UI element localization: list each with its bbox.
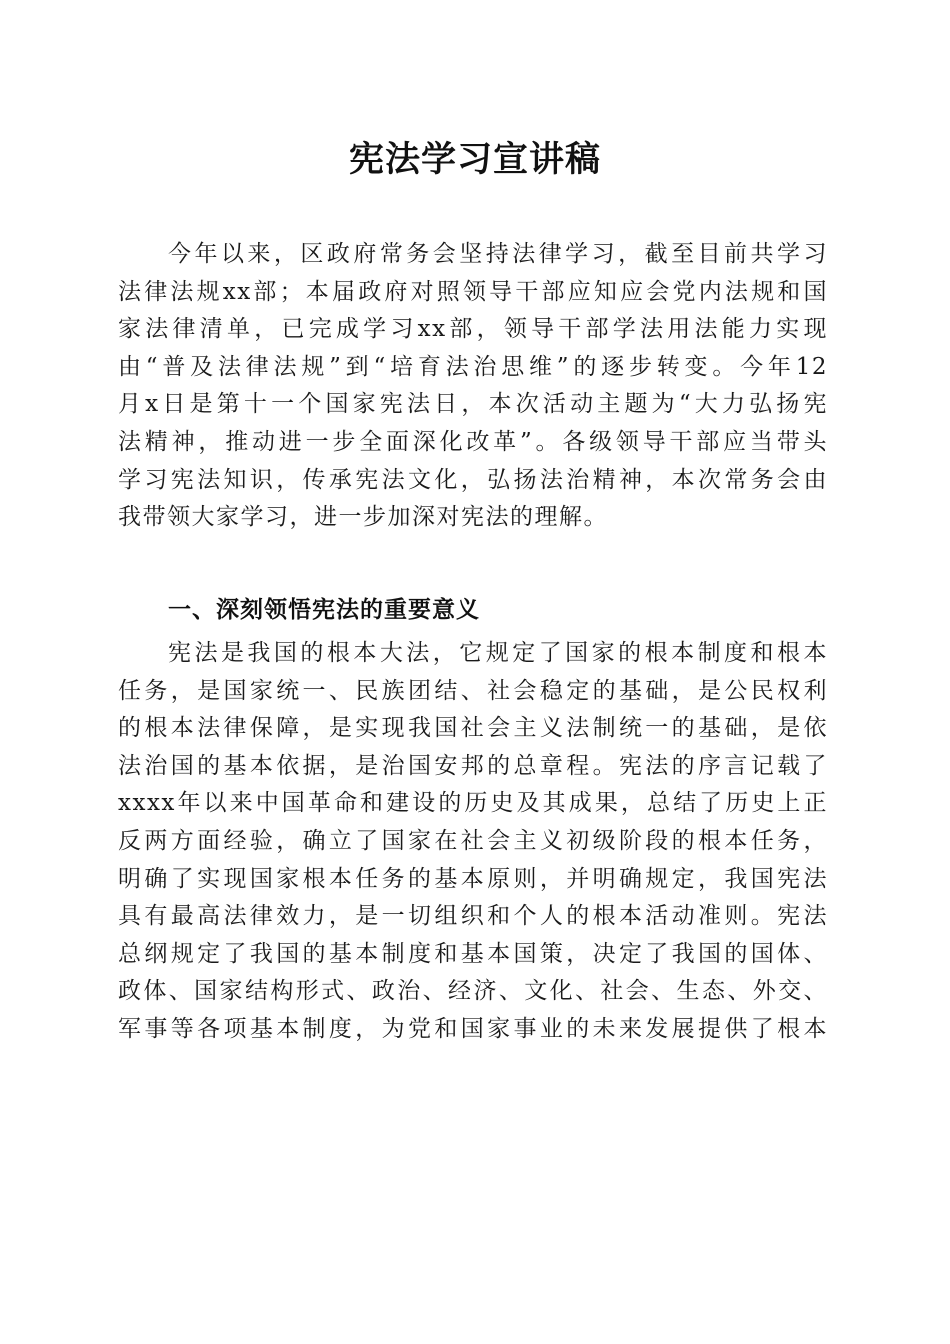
document-title: 宪法学习宣讲稿 bbox=[348, 139, 601, 180]
section1-line: 明确了实现国家根本任务的基本原则，并明确规定，我国宪法 bbox=[118, 865, 828, 892]
intro-line: 我带领大家学习，进一步加深对宪法的理解。 bbox=[118, 504, 608, 531]
intro-paragraph bbox=[118, 236, 828, 537]
section1-line: 任务，是国家统一、民族团结、社会稳定的基础，是公民权利 bbox=[118, 677, 828, 704]
section1-line: 总纲规定了我国的基本制度和基本国策，决定了我国的国体、 bbox=[118, 940, 828, 967]
section1-line: 反两方面经验，确立了国家在社会主义初级阶段的根本任务， bbox=[118, 827, 828, 854]
section1-line: 宪法是我国的根本大法，它规定了国家的根本制度和根本 bbox=[168, 640, 828, 666]
intro-line: 今年以来，区政府常务会坚持法律学习，截至目前共学习 bbox=[168, 241, 828, 267]
intro-line: 家法律清单，已完成学习xx部，领导干部学法用法能力实现 bbox=[118, 316, 828, 343]
section1-paragraph bbox=[118, 635, 828, 1049]
section1-line: 军事等各项基本制度，为党和国家事业的未来发展提供了根本 bbox=[118, 1015, 828, 1042]
section1-line: 具有最高法律效力，是一切组织和个人的根本活动准则。宪法 bbox=[118, 903, 828, 930]
section1-line: xxxx年以来中国革命和建设的历史及其成果，总结了历史上正 bbox=[118, 790, 828, 817]
intro-line: 由“普及法律法规”到“培育法治思维”的逐步转变。今年12 bbox=[118, 353, 828, 380]
section1-line: 法治国的基本依据，是治国安邦的总章程。宪法的序言记载了 bbox=[118, 752, 828, 779]
intro-line: 法律法规xx部；本届政府对照领导干部应知应会党内法规和国 bbox=[118, 278, 828, 305]
section-heading: 一、深刻领悟宪法的重要意义 bbox=[168, 597, 480, 623]
section1-line: 的根本法律保障，是实现我国社会主义法制统一的基础，是依 bbox=[118, 715, 828, 742]
intro-line: 法精神，推动进一步全面深化改革”。各级领导干部应当带头 bbox=[118, 428, 828, 455]
section1-line: 政体、国家结构形式、政治、经济、文化、社会、生态、外交、 bbox=[118, 978, 828, 1005]
intro-line: 月x日是第十一个国家宪法日，本次活动主题为“大力弘扬宪 bbox=[118, 391, 828, 418]
intro-line: 学习宪法知识，传承宪法文化，弘扬法治精神，本次常务会由 bbox=[118, 466, 828, 493]
